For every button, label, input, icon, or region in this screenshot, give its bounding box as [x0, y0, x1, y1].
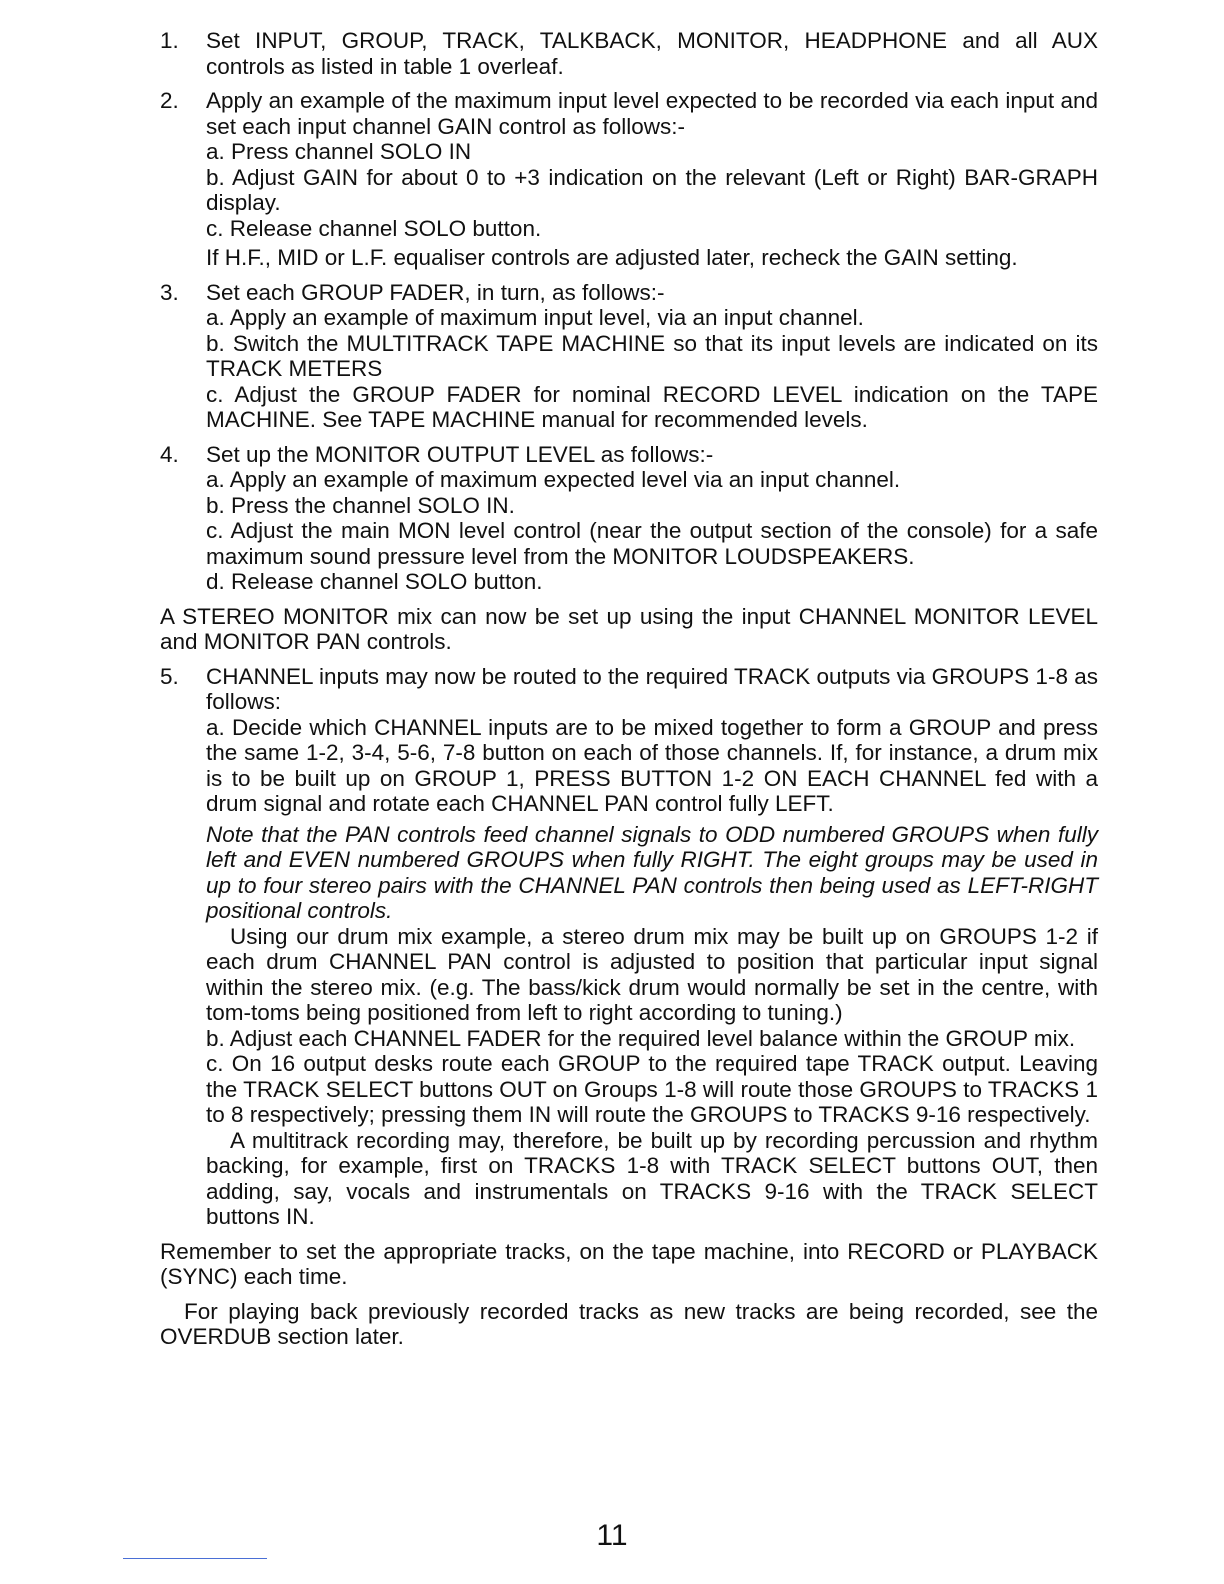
step-number: 3. [160, 279, 179, 305]
step-intro: CHANNEL inputs may now be routed to the required TRACK outputs via GROUPS 1-8 as follows: [206, 663, 1098, 714]
step-intro: Set each GROUP FADER, in turn, as follows:- [206, 279, 665, 305]
step-note: If H.F., MID or L.F. equaliser controls are adjusted later, recheck the GAIN setting. [206, 245, 1018, 270]
step-number: 5. [160, 663, 179, 689]
multitrack-paragraph: A multitrack recording may, therefore, be built up by recording percussion and rhythm backing, for example, first on TRACKS 1-8 with TRACK SELECT buttons OUT, then adding, say, vocals and instrumentals on TRACKS 9-16 with the TRACK SELECT buttons IN. [206, 1127, 1098, 1229]
substep: c. Adjust the main MON level control (near the output section of the console) for a safe maximum sound pressure level from the MONITOR LOUDSPEAKERS. [206, 518, 1098, 569]
substep: b. Adjust GAIN for about 0 to +3 indication on the relevant (Left or Right) BAR-GRAPH display. [206, 164, 1098, 215]
drum-mix-example: Using our drum mix example, a stereo drum mix may be built up on GROUPS 1-2 if each drum CHANNEL PAN control is adjusted to position that particular input signal within the stereo mix. (e.g. The bass/kick drum would normally be set in the centre, with tom-toms being positioned from left to right according to tuning.) [206, 923, 1098, 1025]
pan-note: Note that the PAN controls feed channel signals to ODD numbered GROUPS when fully left and EVEN numbered GROUPS when fully RIGHT. The eight groups may be used in up to four stereo pairs with the CHANNEL PAN controls then being used as LEFT-RIGHT positional controls. [206, 821, 1098, 923]
substep: b. Adjust each CHANNEL FADER for the required level balance within the GROUP mix. [206, 1025, 1076, 1051]
substep: a. Decide which CHANNEL inputs are to be mixed together to form a GROUP and press the same 1-2, 3-4, 5-6, 7-8 button on each of those channels. If, for instance, a drum mix is to be built up on GROUP 1, PRESS BUTTON 1-2 ON EACH CHANNEL fed with a drum signal and rotate each CHANNEL PAN control fully LEFT. [206, 714, 1098, 816]
remember-paragraph: Remember to set the appropriate tracks, on the tape machine, into RECORD or PLAYBACK (SYNC) each time. [160, 1238, 1098, 1289]
step-2 [160, 88, 1098, 271]
step-1 [160, 28, 1098, 79]
footer-rule [123, 1558, 267, 1559]
substep: a. Apply an example of maximum input level, via an input channel. [206, 305, 864, 330]
manual-page [160, 28, 1098, 1359]
step-4 [160, 442, 1098, 595]
substep: b. Press the channel SOLO IN. [206, 492, 515, 518]
step-text: Set INPUT, GROUP, TRACK, TALKBACK, MONITOR, HEADPHONE and all AUX controls as listed in table 1 overleaf. [206, 28, 1098, 79]
substep: b. Switch the MULTITRACK TAPE MACHINE so that its input levels are indicated on its TRACK METERS [206, 330, 1098, 381]
step-3 [160, 280, 1098, 433]
overdub-paragraph: For playing back previously recorded tracks as new tracks are being recorded, see the OVERDUB section later. [160, 1298, 1098, 1349]
substep: c. Adjust the GROUP FADER for nominal RECORD LEVEL indication on the TAPE MACHINE. See TAPE MACHINE manual for recommended levels. [206, 381, 1098, 432]
step-number: 4. [160, 441, 179, 467]
substep: c. On 16 output desks route each GROUP to the required tape TRACK output. Leaving the TRACK SELECT buttons OUT on Groups 1-8 will route those GROUPS to TRACKS 1 to 8 respectively; pressing them IN will route the GROUPS to TRACKS 9-16 respectively. [206, 1051, 1098, 1127]
step-number: 2. [160, 88, 179, 113]
page-number: 11 [596, 1519, 628, 1552]
step-intro: Set up the MONITOR OUTPUT LEVEL as follows:- [206, 441, 714, 467]
substep: d. Release channel SOLO button. [206, 569, 543, 594]
substep: a. Apply an example of maximum expected level via an input channel. [206, 467, 901, 492]
step-intro: Apply an example of the maximum input level expected to be recorded via each input and set each input channel GAIN control as follows:- [206, 88, 1098, 139]
step-5 [160, 664, 1098, 1230]
step-number: 1. [160, 28, 179, 53]
substep: a. Press channel SOLO IN [206, 139, 472, 164]
substep: c. Release channel SOLO button. [206, 215, 542, 241]
stereo-monitor-paragraph: A STEREO MONITOR mix can now be set up using the input CHANNEL MONITOR LEVEL and MONITOR PAN controls. [160, 603, 1098, 654]
